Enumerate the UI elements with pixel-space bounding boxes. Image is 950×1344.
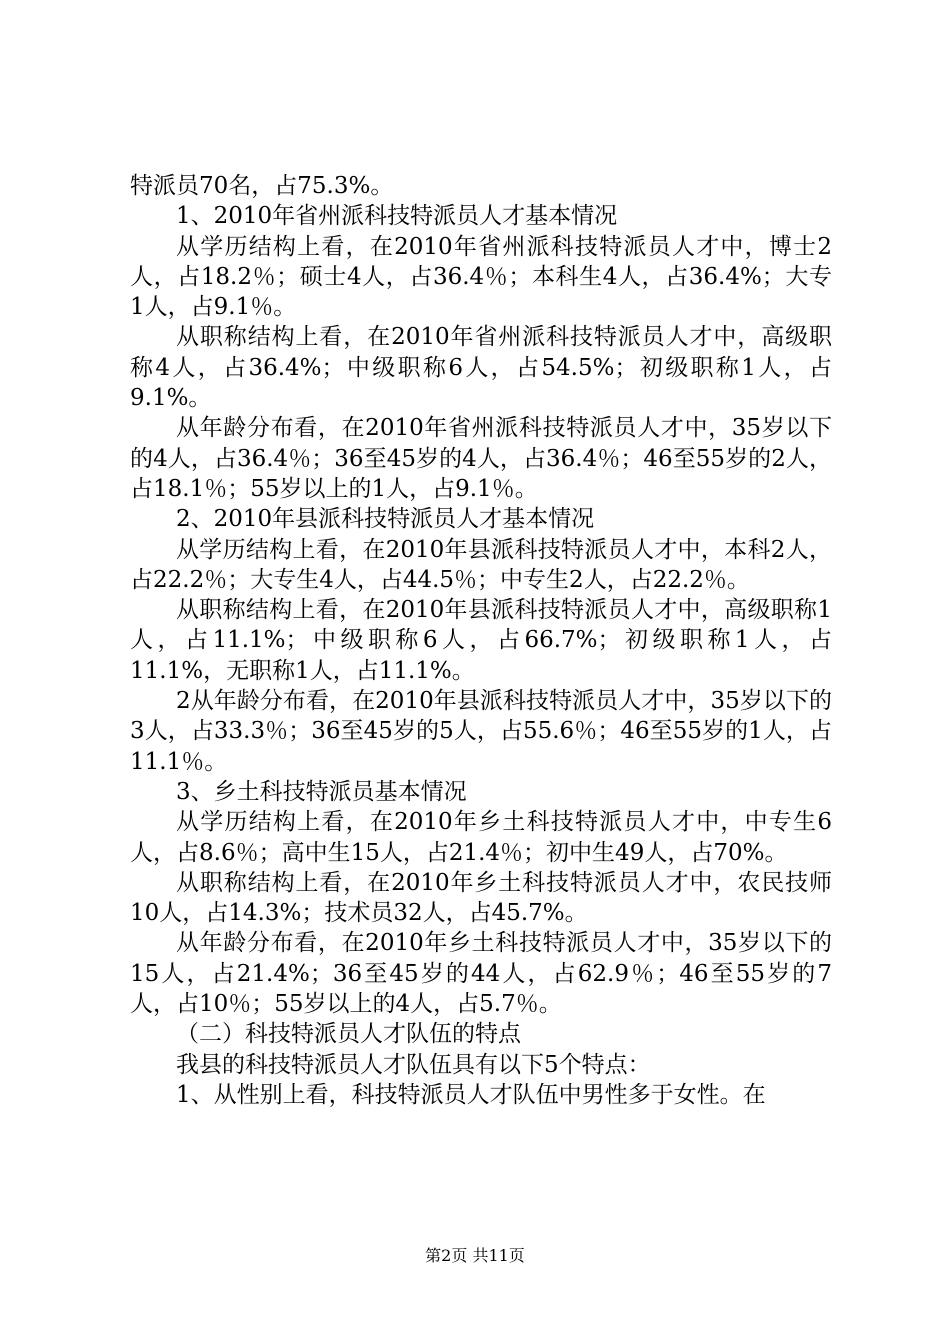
paragraph: 我县的科技特派员人才队伍具有以下5个特点： [176, 1051, 651, 1078]
document-body [130, 171, 832, 1110]
paragraph: 从职称结构上看，在2010年乡土科技特派员人才中，农民技师10人，占14.3%；技术员32人，占45.7%。 [130, 869, 832, 927]
paragraph-continuation: 特派员70名，占75.3%。 [130, 173, 394, 199]
section-heading-3: 3、乡土科技特派员基本情况 [176, 778, 467, 805]
paragraph: 2从年龄分布看，在2010年县派科技特派员人才中，35岁以下的3人，占33.3％；36至45岁的5人，占55.6％；46至55岁的1人，占11.1％。 [130, 688, 832, 775]
section-heading-features: （二）科技特派员人才队伍的特点 [176, 1021, 521, 1048]
paragraph: 从职称结构上看，在2010年省州派科技特派员人才中，高级职称4人，占36.4%；中级职称6人，占54.5%；初级职称1人，占9.1%。 [130, 324, 832, 412]
page-footer: 第2页 共11页 [425, 1246, 525, 1265]
paragraph: 从学历结构上看，在2010年县派科技特派员人才中，本科2人，占22.2％；大专生4人，占44.5％；中专生2人，占22.2％。 [130, 536, 832, 593]
paragraph: 从年龄分布看，在2010年乡土科技特派员人才中，35岁以下的15人，占21.4%；36至45岁的44人，占62.9％；46至55岁的7人，占10％；55岁以上的4人，占5.7％。 [130, 930, 832, 1018]
paragraph: 1、从性别上看，科技特派员人才队伍中男性多于女性。在 [176, 1081, 766, 1108]
paragraph: 从职称结构上看，在2010年县派科技特派员人才中，高级职称1人，占11.1%；中级职称6人，占66.7%；初级职称1人，占11.1%，无职称1人，占11.1%。 [130, 597, 832, 684]
section-heading-2: 2、2010年县派科技特派员人才基本情况 [176, 506, 595, 533]
paragraph: 从学历结构上看，在2010年乡土科技特派员人才中，中专生6人，占8.6％；高中生15人，占21.4％；初中生49人，占70%。 [130, 809, 832, 866]
paragraph: 从学历结构上看，在2010年省州派科技特派员人才中，博士2人，占18.2％；硕士4人，占36.4％；本科生4人，占36.4%；大专1人，占9.1％。 [130, 233, 832, 321]
section-heading-1: 1、2010年省州派科技特派员人才基本情况 [176, 203, 618, 230]
paragraph: 从年龄分布看，在2010年省州派科技特派员人才中，35岁以下的4人，占36.4％；36至45岁的4人，占36.4％；46至55岁的2人，占18.1％；55岁以上的1人，占9.1％。 [130, 415, 832, 502]
